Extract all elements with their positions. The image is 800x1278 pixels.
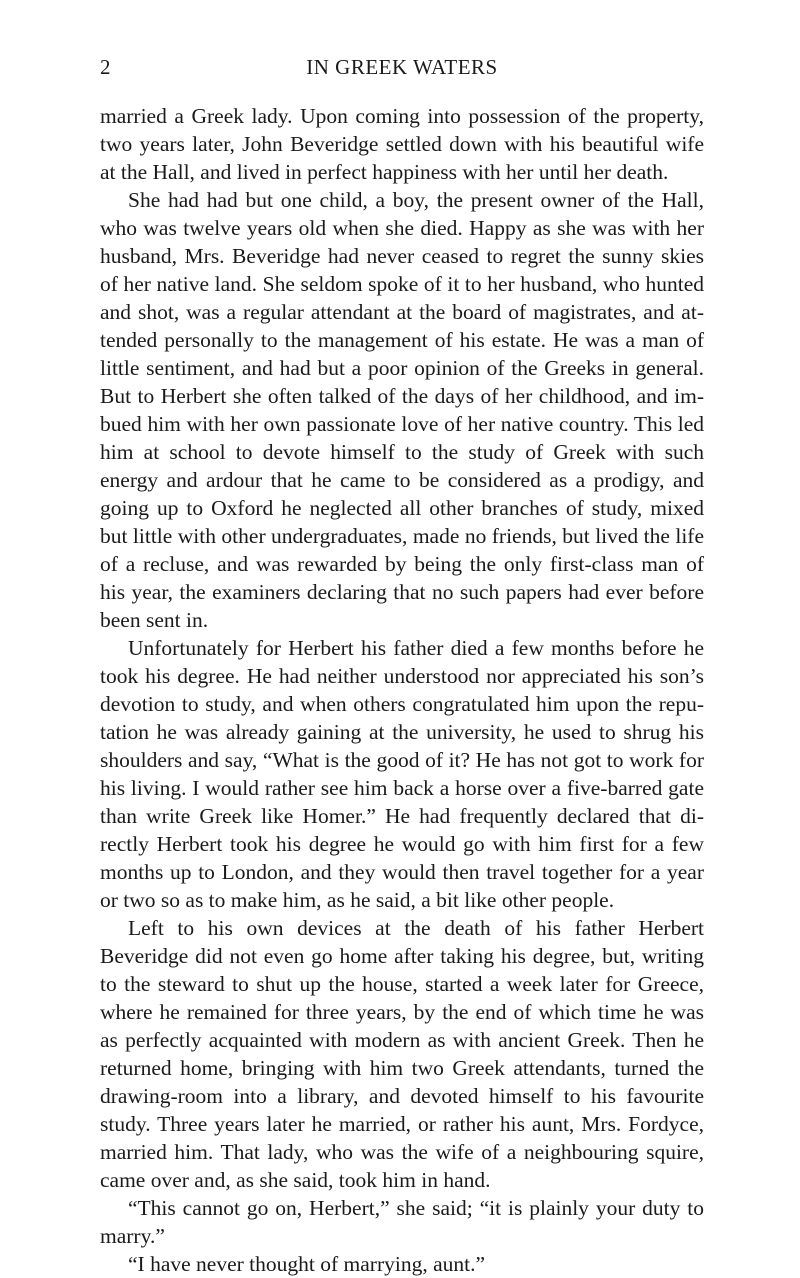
page-number: 2: [100, 55, 111, 79]
paragraph-2: She had had but one child, a boy, the present owner of the Hall, who was twelve years old when she died. Happy as she was with her husband, Mrs. Beveridge had never ceased to regret the sunny skies of her native land. She seldom spoke of it to her husband, who hunted and shot, was a regular attendant at the board of magistrates, and attended personally to the management of his estate. He was a man of little sentiment, and had but a poor opinion of the Greeks in general. But to Herbert she often talked of the days of her childhood, and imbued him with her own passionate love of her native country. This led him at school to devote himself to the study of Greek with such energy and ardour that he came to be considered as a prodigy, and going up to Oxford he neglected all other branches of study, mixed but little with other undergraduates, made no friends, but lived the life of a recluse, and was rewarded by being the only first-class man of his year, the examiners declaring that no such papers had ever before been sent in.: [100, 188, 704, 632]
paragraph-4: Left to his own devices at the death of his father Herbert Beveridge did not even go home after taking his degree, but, writing to the steward to shut up the house, started a week later for Greece, where he remained for three years, by the end of which time he was as perfectly acquainted with modern as with ancient Greek. Then he returned home, bringing with him two Greek attendants, turned the drawing-room into a library, and devoted himself to his favourite study. Three years later he married, or rather his aunt, Mrs. Fordyce, married him. That lady, who was the wife of a neighbouring squire, came over and, as she said, took him in hand.: [100, 916, 704, 1192]
book-page: [100, 50, 704, 1278]
running-title: IN GREEK WATERS: [306, 55, 498, 79]
paragraph-3: Unfortunately for Herbert his father died a few months before he took his degree. He had neither understood nor appreciated his son’s devotion to study, and when others congratulated him upon the reputation he was already gaining at the university, he used to shrug his shoulders and say, “What is the good of it? He has not got to work for his living. I would rather see him back a horse over a five-barred gate than write Greek like Homer.” He had frequently declared that directly Herbert took his degree he would go with him first for a few months up to London, and they would then travel together for a year or two so as to make him, as he said, a bit like other people.: [100, 636, 704, 912]
running-header: [100, 50, 704, 84]
paragraph-6: “I have never thought of marrying, aunt.”: [128, 1252, 486, 1276]
paragraph-1: married a Greek lady. Upon coming into possession of the property, two years later, John Beveridge settled down with his beautiful wife at the Hall, and lived in perfect happiness with her until her death.: [100, 104, 704, 184]
paragraph-5: “This cannot go on, Herbert,” she said; “it is plainly your duty to marry.”: [100, 1196, 704, 1248]
body-text: [100, 102, 704, 1278]
